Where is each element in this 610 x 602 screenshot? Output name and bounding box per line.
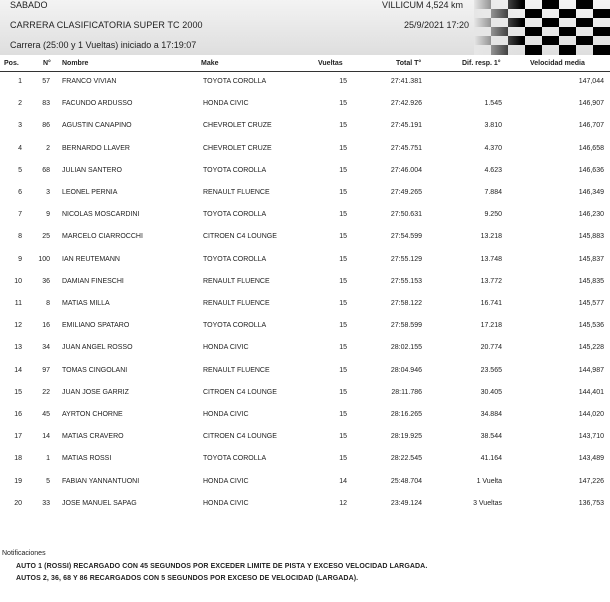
gap-cell: 38.544 [480,433,502,441]
gap-cell: 23.565 [480,366,502,374]
car-number-cell: 83 [42,100,50,108]
car-number-cell: 1 [46,455,50,463]
car-number-cell: 8 [46,300,50,307]
table-row [0,122,610,134]
total-time-cell: 27:55.153 [390,277,422,285]
car-number-cell: 3 [46,189,50,196]
position-cell: 6 [18,189,22,196]
total-time-cell: 27:45.191 [390,122,422,130]
column-header-laps: Vueltas [318,60,343,67]
car-number-cell: 22 [42,388,50,396]
laps-cell: 15 [339,300,347,307]
position-cell: 1 [18,78,22,85]
make-cell: HONDA CIVIC [203,100,249,108]
table-row [0,211,610,223]
total-time-cell: 27:49.265 [390,189,422,196]
total-time-cell: 27:42.926 [390,100,422,108]
laps-cell: 15 [339,366,347,374]
position-cell: 9 [18,255,22,263]
gap-cell: 41.164 [480,455,502,463]
total-time-cell: 27:58.599 [390,322,422,330]
position-cell: 2 [18,100,22,108]
report-header [0,0,610,55]
position-cell: 14 [14,366,22,374]
avg-speed-cell: 146,658 [578,144,604,152]
laps-cell: 15 [339,344,347,352]
total-time-cell: 28:22.545 [390,455,422,463]
note-item: AUTOS 2, 36, 68 Y 86 RECARGADOS CON 5 SEGUNDOS POR EXCESO DE VELOCIDAD (LARGADA). [16,575,359,582]
position-cell: 19 [14,477,22,485]
driver-name-cell: FACUNDO ARDUSSO [62,100,133,108]
make-cell: TOYOTA COROLLA [203,255,267,263]
gap-cell: 34.884 [480,411,502,418]
total-time-cell: 27:46.004 [390,166,422,174]
table-row [0,389,610,401]
driver-name-cell: AYRTON CHORNE [62,411,123,418]
driver-name-cell: MATIAS CRAVERO [62,433,124,441]
laps-cell: 15 [339,166,347,174]
make-cell: HONDA CIVIC [203,344,249,352]
table-row [0,189,610,201]
car-number-cell: 57 [42,78,50,85]
gap-cell: 13.748 [480,255,502,263]
driver-name-cell: JULIAN SANTERO [62,166,122,174]
avg-speed-cell: 145,228 [578,344,604,352]
car-number-cell: 14 [42,433,50,441]
laps-cell: 15 [339,388,347,396]
gap-cell: 20.774 [480,344,502,352]
driver-name-cell: DAMIAN FINESCHI [62,277,124,285]
gap-cell: 30.405 [480,388,502,396]
gap-cell: 13.218 [480,233,502,241]
avg-speed-cell: 144,987 [578,366,604,374]
avg-speed-cell: 146,636 [578,166,604,174]
laps-cell: 12 [339,499,347,507]
checkered-flag-icon [474,0,610,55]
avg-speed-cell: 146,907 [578,100,604,108]
table-row [0,278,610,290]
driver-name-cell: IAN REUTEMANN [62,255,120,263]
avg-speed-cell: 136,753 [578,499,604,507]
car-number-cell: 33 [42,499,50,507]
position-cell: 11 [14,300,22,307]
total-time-cell: 28:16.265 [390,411,422,418]
make-cell: CHEVROLET CRUZE [203,122,272,130]
position-cell: 18 [14,455,22,463]
avg-speed-cell: 147,226 [578,477,604,485]
car-number-cell: 2 [46,144,50,152]
event-datetime: 25/9/2021 17:20 [404,20,470,30]
total-time-cell: 27:45.751 [390,144,422,152]
table-row [0,100,610,112]
position-cell: 20 [14,499,22,507]
total-time-cell: 27:50.631 [390,211,422,219]
gap-cell: 4.623 [484,166,502,174]
table-row [0,367,610,379]
make-cell: TOYOTA COROLLA [203,78,267,85]
laps-cell: 15 [339,277,347,285]
table-row [0,300,610,312]
make-cell: CITROEN C4 LOUNGE [203,388,277,396]
car-number-cell: 5 [46,477,50,485]
table-row [0,145,610,157]
make-cell: HONDA CIVIC [203,411,249,418]
table-row [0,455,610,467]
make-cell: CITROEN C4 LOUNGE [203,433,277,441]
session-subtitle: Carrera (25:00 y 1 Vueltas) iniciado a 17:19:07 [10,40,197,50]
avg-speed-cell: 147,044 [578,78,604,85]
make-cell: CITROEN C4 LOUNGE [203,233,277,241]
car-number-cell: 86 [42,122,50,130]
laps-cell: 15 [339,144,347,152]
car-number-cell: 9 [46,211,50,219]
driver-name-cell: JOSE MANUEL SAPAG [62,499,137,507]
position-cell: 8 [18,233,22,241]
make-cell: TOYOTA COROLLA [203,166,267,174]
table-row [0,478,610,490]
gap-cell: 17.218 [480,322,502,330]
gap-cell: 4.370 [484,144,502,152]
avg-speed-cell: 145,536 [578,322,604,330]
gap-cell: 1.545 [484,100,502,108]
table-row [0,256,610,268]
laps-cell: 15 [339,455,347,463]
note-item: AUTO 1 (ROSSI) RECARGADO CON 45 SEGUNDOS POR EXCEDER LIMITE DE PISTA Y EXCESO VELOCIDAD LARGADA. [16,563,428,570]
table-row [0,344,610,356]
car-number-cell: 16 [42,322,50,330]
position-cell: 5 [18,166,22,174]
position-cell: 3 [18,122,22,130]
laps-cell: 15 [339,189,347,196]
make-cell: HONDA CIVIC [203,499,249,507]
make-cell: RENAULT FLUENCE [203,277,270,285]
total-time-cell: 27:55.129 [390,255,422,263]
track-name: VILLICUM 4,524 km [382,0,464,10]
position-cell: 12 [14,322,22,330]
laps-cell: 15 [339,411,347,418]
position-cell: 16 [14,411,22,418]
make-cell: TOYOTA COROLLA [203,455,267,463]
avg-speed-cell: 143,710 [578,433,604,441]
driver-name-cell: TOMAS CINGOLANI [62,366,128,374]
total-time-cell: 28:04.946 [390,366,422,374]
avg-speed-cell: 145,883 [578,233,604,241]
avg-speed-cell: 144,401 [578,388,604,396]
header-divider [0,71,610,72]
car-number-cell: 36 [42,277,50,285]
make-cell: HONDA CIVIC [203,477,249,485]
driver-name-cell: LEONEL PERNIA [62,189,118,196]
driver-name-cell: NICOLAS MOSCARDINI [62,211,140,219]
gap-cell: 9.250 [484,211,502,219]
driver-name-cell: MATIAS ROSSI [62,455,112,463]
laps-cell: 15 [339,211,347,219]
make-cell: RENAULT FLUENCE [203,300,270,307]
column-header-speed: Velocidad media [530,60,585,67]
make-cell: TOYOTA COROLLA [203,211,267,219]
gap-cell: 3 Vueltas [473,499,502,507]
column-header-total: Total T° [396,60,422,67]
total-time-cell: 27:41.381 [390,78,422,85]
total-time-cell: 27:54.599 [390,233,422,241]
avg-speed-cell: 143,489 [578,455,604,463]
laps-cell: 15 [339,322,347,330]
driver-name-cell: JUAN JOSE GARRIZ [62,388,129,396]
avg-speed-cell: 145,835 [578,277,604,285]
laps-cell: 15 [339,433,347,441]
position-cell: 7 [18,211,22,219]
driver-name-cell: AGUSTIN CANAPINO [62,122,132,130]
make-cell: TOYOTA COROLLA [203,322,267,330]
table-row [0,411,610,423]
car-number-cell: 97 [42,366,50,374]
table-row [0,167,610,179]
make-cell: RENAULT FLUENCE [203,366,270,374]
gap-cell: 1 Vuelta [476,477,502,485]
total-time-cell: 27:58.122 [390,300,422,307]
driver-name-cell: MARCELO CIARROCCHI [62,233,143,241]
driver-name-cell: BERNARDO LLAVER [62,144,130,152]
table-row [0,433,610,445]
car-number-cell: 100 [38,255,50,263]
column-header-pos: Pos. [4,60,19,67]
total-time-cell: 25:48.704 [390,477,422,485]
position-cell: 4 [18,144,22,152]
car-number-cell: 34 [42,344,50,352]
gap-cell: 13.772 [480,277,502,285]
column-header-diff: Dif. resp. 1° [462,60,501,67]
column-header-name: Nombre [62,60,89,67]
car-number-cell: 68 [42,166,50,174]
avg-speed-cell: 146,349 [578,189,604,196]
notes-title: Notificaciones [2,550,46,557]
avg-speed-cell: 146,707 [578,122,604,130]
driver-name-cell: FRANCO VIVIAN [62,78,117,85]
gap-cell: 16.741 [480,300,502,307]
gap-cell: 3.810 [484,122,502,130]
driver-name-cell: JUAN ANGEL ROSSO [62,344,133,352]
table-row [0,233,610,245]
laps-cell: 15 [339,255,347,263]
table-row [0,322,610,334]
driver-name-cell: MATIAS MILLA [62,300,110,307]
position-cell: 17 [14,433,22,441]
avg-speed-cell: 145,837 [578,255,604,263]
laps-cell: 15 [339,233,347,241]
avg-speed-cell: 146,230 [578,211,604,219]
position-cell: 13 [14,344,22,352]
driver-name-cell: FABIAN YANNANTUONI [62,477,140,485]
laps-cell: 15 [339,122,347,130]
table-row [0,500,610,512]
table-row [0,78,610,90]
gap-cell: 7.884 [484,189,502,196]
laps-cell: 14 [339,477,347,485]
total-time-cell: 23:49.124 [390,499,422,507]
position-cell: 10 [14,277,22,285]
avg-speed-cell: 145,577 [578,300,604,307]
race-day: SABADO [10,0,48,10]
column-header-make: Make [201,60,219,67]
event-title: CARRERA CLASIFICATORIA SUPER TC 2000 [10,20,203,30]
column-header-number: N° [43,60,51,67]
make-cell: CHEVROLET CRUZE [203,144,272,152]
driver-name-cell: EMILIANO SPATARO [62,322,130,330]
car-number-cell: 25 [42,233,50,241]
laps-cell: 15 [339,100,347,108]
total-time-cell: 28:19.925 [390,433,422,441]
laps-cell: 15 [339,78,347,85]
position-cell: 15 [14,388,22,396]
make-cell: RENAULT FLUENCE [203,189,270,196]
total-time-cell: 28:02.155 [390,344,422,352]
avg-speed-cell: 144,020 [578,411,604,418]
car-number-cell: 45 [42,411,50,418]
total-time-cell: 28:11.786 [391,388,422,396]
